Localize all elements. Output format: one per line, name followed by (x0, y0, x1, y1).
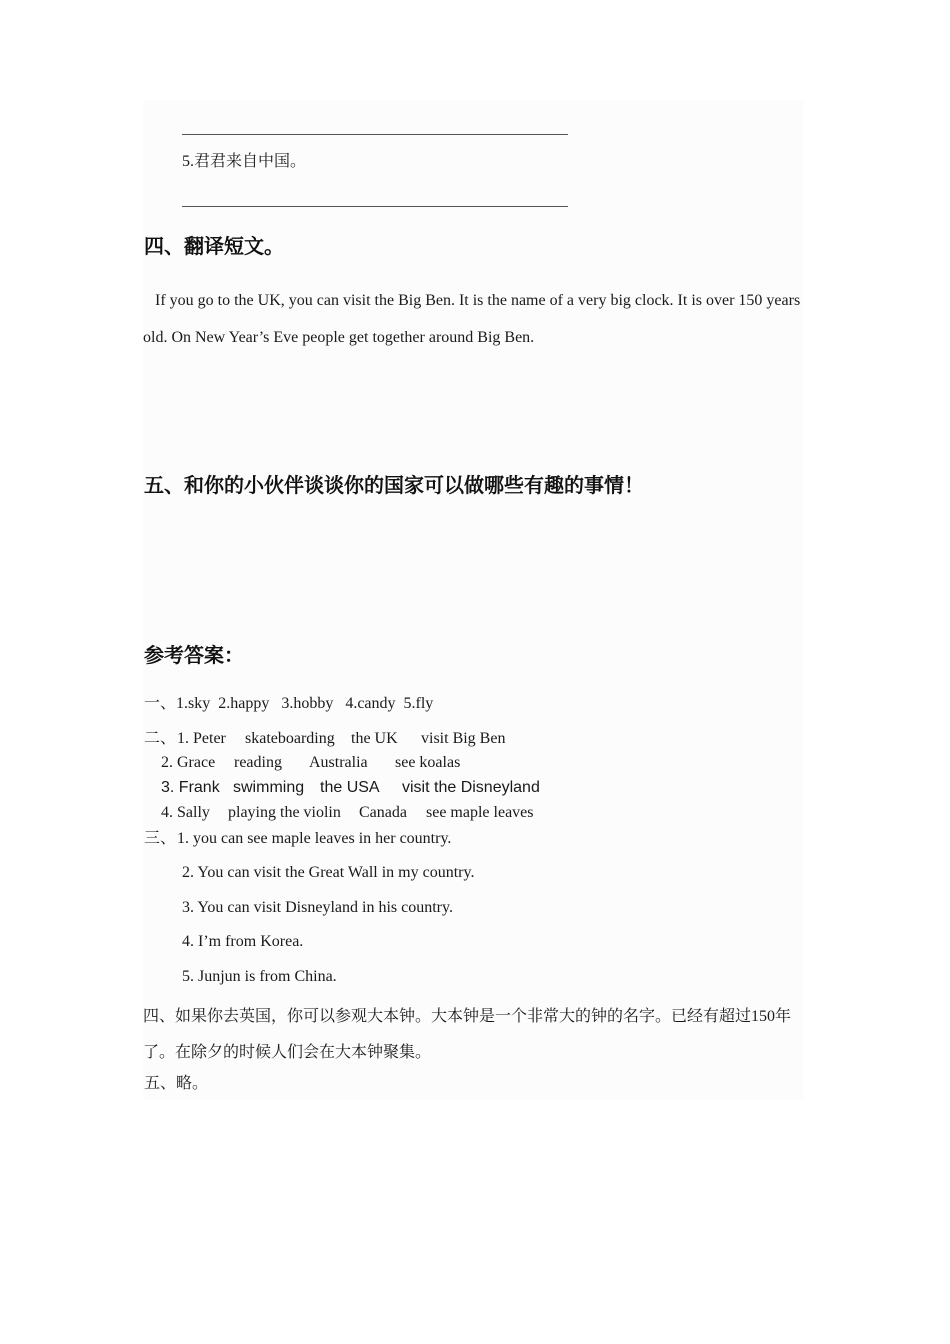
answer-do: see maple leaves (426, 804, 534, 821)
answers-part-4: 四、如果你去英国，你可以参观大本钟。大本钟是一个非常大的钟的名字。已经有超过150年了。在除夕的时候人们会在大本钟聚集。 (143, 1008, 792, 1061)
answer-do: visit the Disneyland (402, 779, 540, 796)
answer-country: Australia (309, 754, 368, 771)
answer-sentence: 1. you can see maple leaves in her country. (177, 830, 452, 847)
answer-sentence: 3. You can visit Disneyland in his country. (182, 899, 453, 916)
answer-activity: reading (234, 754, 282, 771)
answer-do: see koalas (395, 754, 461, 771)
section-4-heading: 四、翻译短文。 (144, 234, 284, 258)
answer-country: the USA (320, 779, 380, 796)
answer-country: the UK (351, 730, 398, 747)
answer-name: 1. Peter (177, 730, 226, 747)
answers-part-1: 一、1.sky 2.happy 3.hobby 4.candy 5.fly (144, 695, 434, 712)
answer-line (182, 134, 568, 135)
answer-activity: playing the violin (228, 804, 341, 821)
answer-sentence: 4. I’m from Korea. (182, 933, 304, 950)
answers-part-2-prefix: 二、 (144, 730, 177, 747)
answer-activity: swimming (233, 779, 305, 796)
answer-name: 3. Frank (161, 779, 220, 796)
answer-name: 2. Grace (161, 754, 216, 771)
answer-activity: skateboarding (245, 730, 335, 747)
translation-item-5: 5.君君来自中国。 (182, 153, 307, 170)
section-5-heading: 五、和你的小伙伴谈谈你的国家可以做哪些有趣的事情！ (144, 473, 644, 497)
answers-part-5: 五、略。 (144, 1075, 209, 1092)
translation-passage: If you go to the UK, you can visit the Big Ben. It is the name of a very big clock. It is over 150 years old. On New Year’s Eve people get together around Big Ben. (143, 292, 801, 346)
answers-heading: 参考答案： (144, 643, 244, 667)
answer-country: Canada (359, 804, 407, 821)
answers-part-3-prefix: 三、 (144, 830, 177, 847)
answer-name: 4. Sally (161, 804, 210, 821)
answer-sentence: 2. You can visit the Great Wall in my country. (182, 864, 475, 881)
answer-line (182, 206, 568, 207)
answer-do: visit Big Ben (421, 730, 506, 747)
answer-sentence: 5. Junjun is from China. (182, 968, 337, 985)
